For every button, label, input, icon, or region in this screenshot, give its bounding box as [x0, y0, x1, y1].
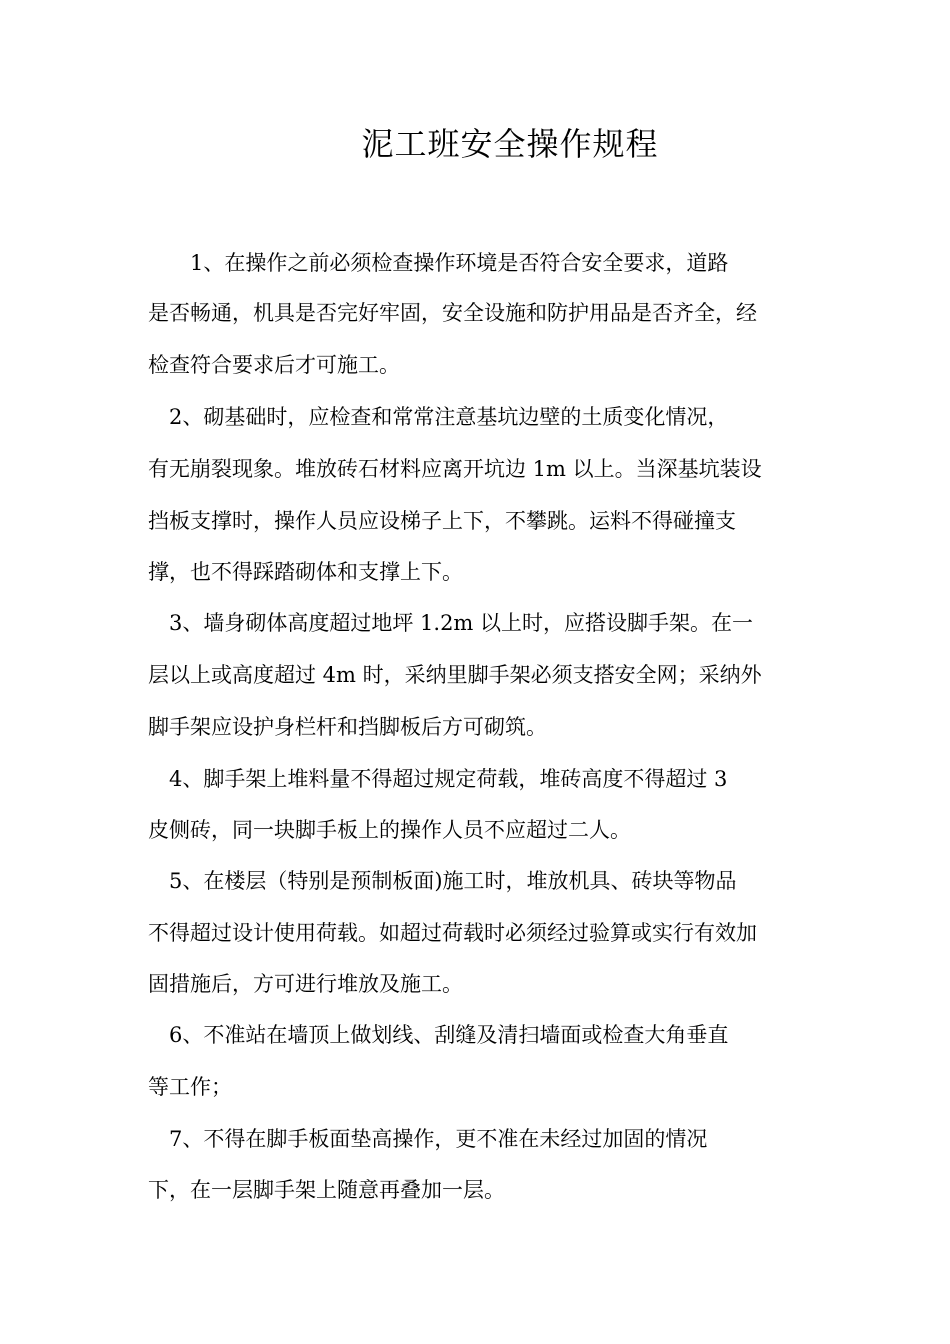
document-title: 泥工班安全操作规程 — [361, 125, 659, 163]
text-line: 不得超过设计使用荷载。如超过荷载时必须经过验算或实行有效加 — [148, 921, 757, 945]
text-line: 挡板支撑时，操作人员应设梯子上下，不攀跳。运料不得碰撞支 — [148, 509, 736, 533]
text-line: 皮侧砖，同一块脚手板上的操作人员不应超过二人。 — [148, 818, 631, 842]
text-line: 固措施后，方可进行堆放及施工。 — [148, 972, 463, 996]
text-line: 7、不得在脚手板面垫高操作，更不准在未经过加固的情况 — [148, 1127, 708, 1151]
text-line: 3、墙身砌体高度超过地坪 1.2m 以上时，应搭设脚手架。在一 — [148, 611, 754, 635]
text-line: 5、在楼层（特别是预制板面)施工时，堆放机具、砖块等物品 — [148, 869, 737, 893]
text-line: 有无崩裂现象。堆放砖石材料应离开坑边 1m 以上。当深基坑装设 — [148, 457, 762, 481]
text-line: 下，在一层脚手架上随意再叠加一层。 — [148, 1178, 505, 1202]
text-line: 6、不准站在墙顶上做划线、刮缝及清扫墙面或检查大角垂直 — [148, 1023, 729, 1047]
text-line: 2、砌基础时，应检查和常常注意基坑边壁的土质变化情况， — [148, 405, 729, 429]
text-line: 检查符合要求后才可施工。 — [148, 353, 400, 377]
text-line: 等工作； — [148, 1075, 232, 1099]
text-line: 4、脚手架上堆料量不得超过规定荷载，堆砖高度不得超过 3 — [148, 767, 728, 791]
text-line: 层以上或高度超过 4m 时，采纳里脚手架必须支搭安全网；采纳外 — [148, 663, 762, 687]
text-line: 是否畅通，机具是否完好牢固，安全设施和防护用品是否齐全，经 — [148, 301, 757, 325]
text-line: 撑，也不得踩踏砌体和支撑上下。 — [148, 560, 463, 584]
text-line: 1、在操作之前必须检查操作环境是否符合安全要求，道路 — [148, 251, 729, 275]
text-line: 脚手架应设护身栏杆和挡脚板后方可砌筑。 — [148, 715, 547, 739]
